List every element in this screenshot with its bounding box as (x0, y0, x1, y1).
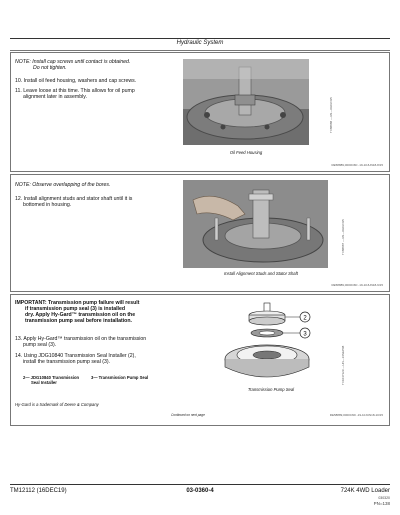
photo-alignment-studs (183, 180, 328, 268)
figure-code-3: TX1047129 —UN—16SEP08 (341, 345, 345, 385)
callout-3: 3 (303, 331, 307, 338)
footer-date-code: 030320 (378, 496, 390, 500)
section-alignment-studs (10, 174, 390, 292)
photo-oil-feed-housing (183, 59, 309, 145)
alignment-studs-illustration (183, 180, 328, 268)
oil-feed-housing-illustration (183, 59, 309, 145)
footer-machine-model: 724K 4WD Loader (340, 488, 390, 494)
important-line1: IMPORTANT: Transmission pump failure will result (15, 300, 140, 306)
step-10: 10. Install oil feed housing, washers and cap screws. (15, 78, 137, 84)
step-12-line1: 12. Install alignment studs and stator shaft until it is (15, 196, 133, 202)
caption-oil-feed-housing: Oil Feed Housing (229, 150, 263, 155)
step-13-line2: pump seal (3). (23, 342, 57, 348)
continued-notice: Continued on next page (171, 413, 205, 417)
caption-transmission-pump-seal: Transmission Pump Seal (247, 387, 295, 392)
page-header-title: Hydraulic System (176, 40, 224, 46)
figure-code-2: TX88887 —UN—09JUN15 (341, 219, 345, 255)
important-line4: transmission pump seal before installation. (25, 318, 132, 324)
figure-code-1: TX88888 —UN—09JUN15 (329, 97, 333, 133)
important-line2: if transmission pump seal (3) is installed (25, 306, 126, 312)
note-cap-screws: NOTE: Install cap screws until contact is obtained. (15, 59, 131, 65)
legend-item-3: 3— Transmission Pump Seal (91, 375, 149, 380)
footer-manual-id: TM12112 (16DEC19) (10, 488, 67, 494)
footer-page-number: 03-0360-4 (186, 488, 214, 494)
note-overlapping-bores: NOTE: Observe overlapping of the bores. (15, 182, 111, 188)
caption-alignment-studs: Install Alignment Studs and Stator Shaft (224, 271, 298, 276)
header-rule (10, 38, 390, 39)
section-oil-feed-housing (10, 52, 390, 172)
section-transmission-pump-seal (10, 294, 390, 426)
trademark-notice: Hy-Gard is a trademark of Deere & Company (15, 402, 99, 407)
step-14-line1: 14. Using JDG10840 Transmission Seal Installer (2), (15, 353, 136, 359)
footer-pn: PN=138 (373, 501, 390, 506)
step-14-line2: install the transmission pump seal (3). (23, 359, 111, 365)
legend-item-2-line2: Seal Installer (31, 380, 57, 385)
step-11-line1: 11. Leave loose at this time. This allows for oil pump (15, 88, 135, 94)
header-rule-thin (10, 50, 390, 51)
step-12-line2: bottomed in housing. (23, 202, 72, 208)
callout-2: 2 (303, 315, 307, 322)
footer-rule (10, 484, 390, 485)
important-line3: dry. Apply Hy-Gard™ transmission oil on the (25, 312, 136, 318)
seal-installer-drawing (216, 301, 326, 383)
step-13-line1: 13. Apply Hy-Gard™ transmission oil on the transmission (15, 336, 147, 342)
ref-code-1: RE58889,0000C6D -19-10JUN18-8/15 (331, 163, 383, 167)
step-11-line2: alignment later in assembly. (23, 94, 87, 100)
ref-code-3: RE58889,0000C6D -19-10JUN18-10/15 (329, 413, 383, 417)
ref-code-2: RE58889,0000C6D -19-10JUN18-9/15 (331, 283, 383, 287)
legend-item-2-line1: 2— JDG10840 Transmission (23, 375, 80, 380)
note-do-not-tighten: Do not tighten. (33, 65, 67, 71)
